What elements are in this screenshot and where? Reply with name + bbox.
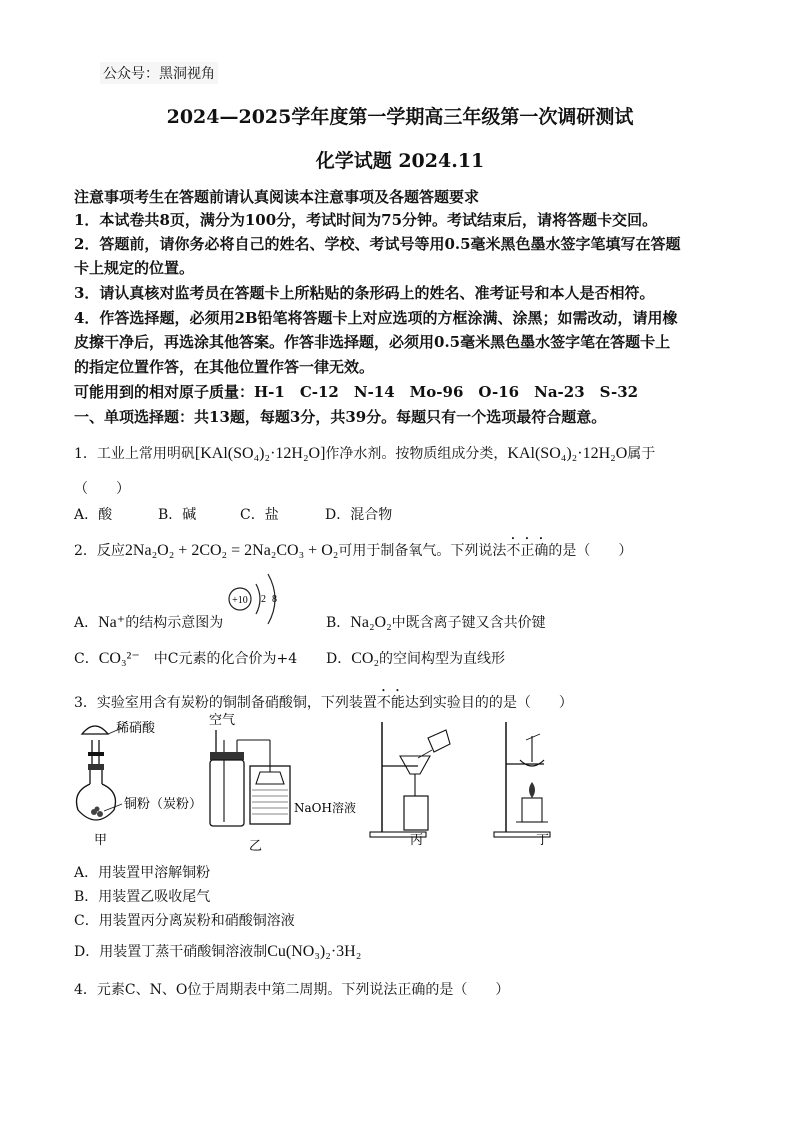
- q3-option-c: C．用装置丙分离炭粉和硝酸铜溶液: [74, 913, 295, 929]
- label-jia: 甲: [94, 833, 108, 848]
- apparatus-figure: [74, 712, 574, 852]
- na-ion-formula: Na⁺: [98, 614, 126, 631]
- q3-text-2: 达到实验目的的是（ ）: [404, 695, 573, 711]
- q2-d-prefix: D．: [326, 651, 352, 667]
- q2-option-d: [326, 648, 505, 668]
- label-dilute-nitric-acid: 稀硝酸: [116, 721, 156, 736]
- exam-title: 2024—2025学年度第一学期高三年级第一次调研测试: [166, 106, 634, 128]
- copper-nitrate-formula: Cu(NO₃)₂·3H₂: [267, 943, 362, 960]
- watermark: 公众号：黑洞视角: [100, 62, 218, 84]
- notice-item-3: 3．请认真核对监考员在答题卡上所粘贴的条形码上的姓名、准考证号和本人是否相符。: [74, 284, 655, 302]
- nucleus-charge: +10: [232, 595, 248, 606]
- q2-b-text: 中既含离子键又含共价键: [391, 615, 546, 631]
- atomic-masses: 可能用到的相对原子质量：H-1 C-12 N-14 Mo-96 O-16 Na-23 S-32: [74, 383, 639, 401]
- notice-heading: 注意事项考生在答题前请认真阅读本注意事项及各题答题要求: [74, 188, 480, 206]
- question-3: [74, 687, 573, 713]
- q1-option-d: D．混合物: [325, 507, 393, 523]
- reaction-equation: 2Na₂O₂ + 2CO₂ = 2Na₂CO₃ + O₂: [124, 542, 339, 559]
- q1-text-2: 作净水剂。按物质组成分类，: [325, 446, 508, 462]
- q2-c-text: 中C元素的化合价为+4: [153, 651, 298, 667]
- q2-emphasis: 不正确: [506, 543, 549, 559]
- exam-subtitle: 化学试题 2024.11: [315, 150, 485, 172]
- alum-formula-2: KAl(SO₄)₂·12H₂O: [507, 445, 628, 462]
- q2-text: 2．反应: [74, 543, 125, 559]
- apparatus-jia: [77, 726, 123, 820]
- q3-text: 3．实验室用含有炭粉的铜制备硝酸铜，下列装置: [74, 695, 377, 711]
- apparatus-yi: [210, 730, 290, 826]
- notice-item-1: 1．本试卷共8页，满分为100分，考试时间为75分钟。考试结束后，请将答题卡交回。: [74, 211, 658, 229]
- q1-option-b: B．碱: [158, 507, 197, 523]
- question-1: [74, 444, 655, 464]
- q2-c-prefix: C．: [74, 651, 99, 667]
- notice-item-4-cont: 皮擦干净后，再选涂其他答案。作答非选择题，必须用0.5毫米黑色墨水签字笔在答题卡上: [74, 333, 671, 351]
- notice-item-4-cont2: 的指定位置作答，在其他位置作答一律无效。: [74, 358, 375, 376]
- na2o2-formula: Na₂O₂: [350, 614, 392, 631]
- apparatus-bing: [370, 722, 450, 837]
- section-heading: 一、单项选择题：共13题，每题3分，共39分。每题只有一个选项最符合题意。: [74, 408, 607, 426]
- q2-b-prefix: B．: [326, 615, 351, 631]
- q3-emphasis: 不能: [376, 695, 405, 711]
- apparatus-ding: [494, 722, 550, 837]
- label-yi: 乙: [249, 839, 263, 852]
- label-naoh-solution: NaOH溶液: [294, 801, 356, 815]
- q2-d-text: 的空间构型为直线形: [379, 651, 506, 667]
- notice-item-4: 4．作答选择题，必须用2B铅笔将答题卡上对应选项的方框涂满、涂黑；如需改动，请用橡: [74, 309, 678, 327]
- q3-option-b: B．用装置乙吸收尾气: [74, 889, 211, 905]
- q2-option-c: [74, 648, 297, 668]
- q3-d-text: D．用装置丁蒸干硝酸铜溶液制: [74, 944, 268, 960]
- q2-a-text: 的结构示意图为: [125, 615, 224, 631]
- notice-item-2: 2．答题前，请你务必将自己的姓名、学校、考试号等用0.5毫米黑色墨水签字笔填写在答题: [74, 235, 681, 253]
- q2-text-2: 可用于制备氧气。下列说法: [338, 543, 507, 559]
- q2-option-a: [74, 612, 223, 632]
- q1-text-3: 属于: [627, 446, 656, 462]
- notice-item-2-cont: 卡上规定的位置。: [74, 259, 195, 277]
- label-ding: 丁: [536, 833, 550, 848]
- question-2: [74, 535, 632, 561]
- label-bing: 丙: [410, 833, 424, 848]
- q2-a-prefix: A．: [74, 615, 99, 631]
- q1-option-c: C．盐: [240, 507, 279, 523]
- q2-text-3: 的是（ ）: [548, 543, 633, 559]
- q3-option-d: [74, 941, 361, 961]
- q2-option-b: [326, 612, 546, 632]
- shell-1-electrons: 2: [261, 594, 266, 605]
- q3-option-a: A．用装置甲溶解铜粉: [74, 865, 211, 881]
- question-4: 4．元素C、N、O位于周期表中第二周期。下列说法正确的是（ ）: [74, 982, 510, 998]
- q1-text: 1．工业上常用明矾: [74, 446, 195, 462]
- q1-option-a: A．酸: [74, 507, 113, 523]
- alum-formula: [KAl(SO₄)₂·12H₂O]: [194, 445, 326, 462]
- co2-formula: CO₂: [351, 650, 380, 667]
- shell-2-electrons: 8: [272, 594, 277, 605]
- na-ion-structure-diagram: [226, 568, 286, 628]
- label-air: 空气: [209, 713, 236, 728]
- q1-blank: （ ）: [74, 481, 130, 497]
- carbonate-formula: CO₃²⁻: [98, 650, 140, 667]
- label-copper-powder: 铜粉（炭粉）: [124, 797, 203, 812]
